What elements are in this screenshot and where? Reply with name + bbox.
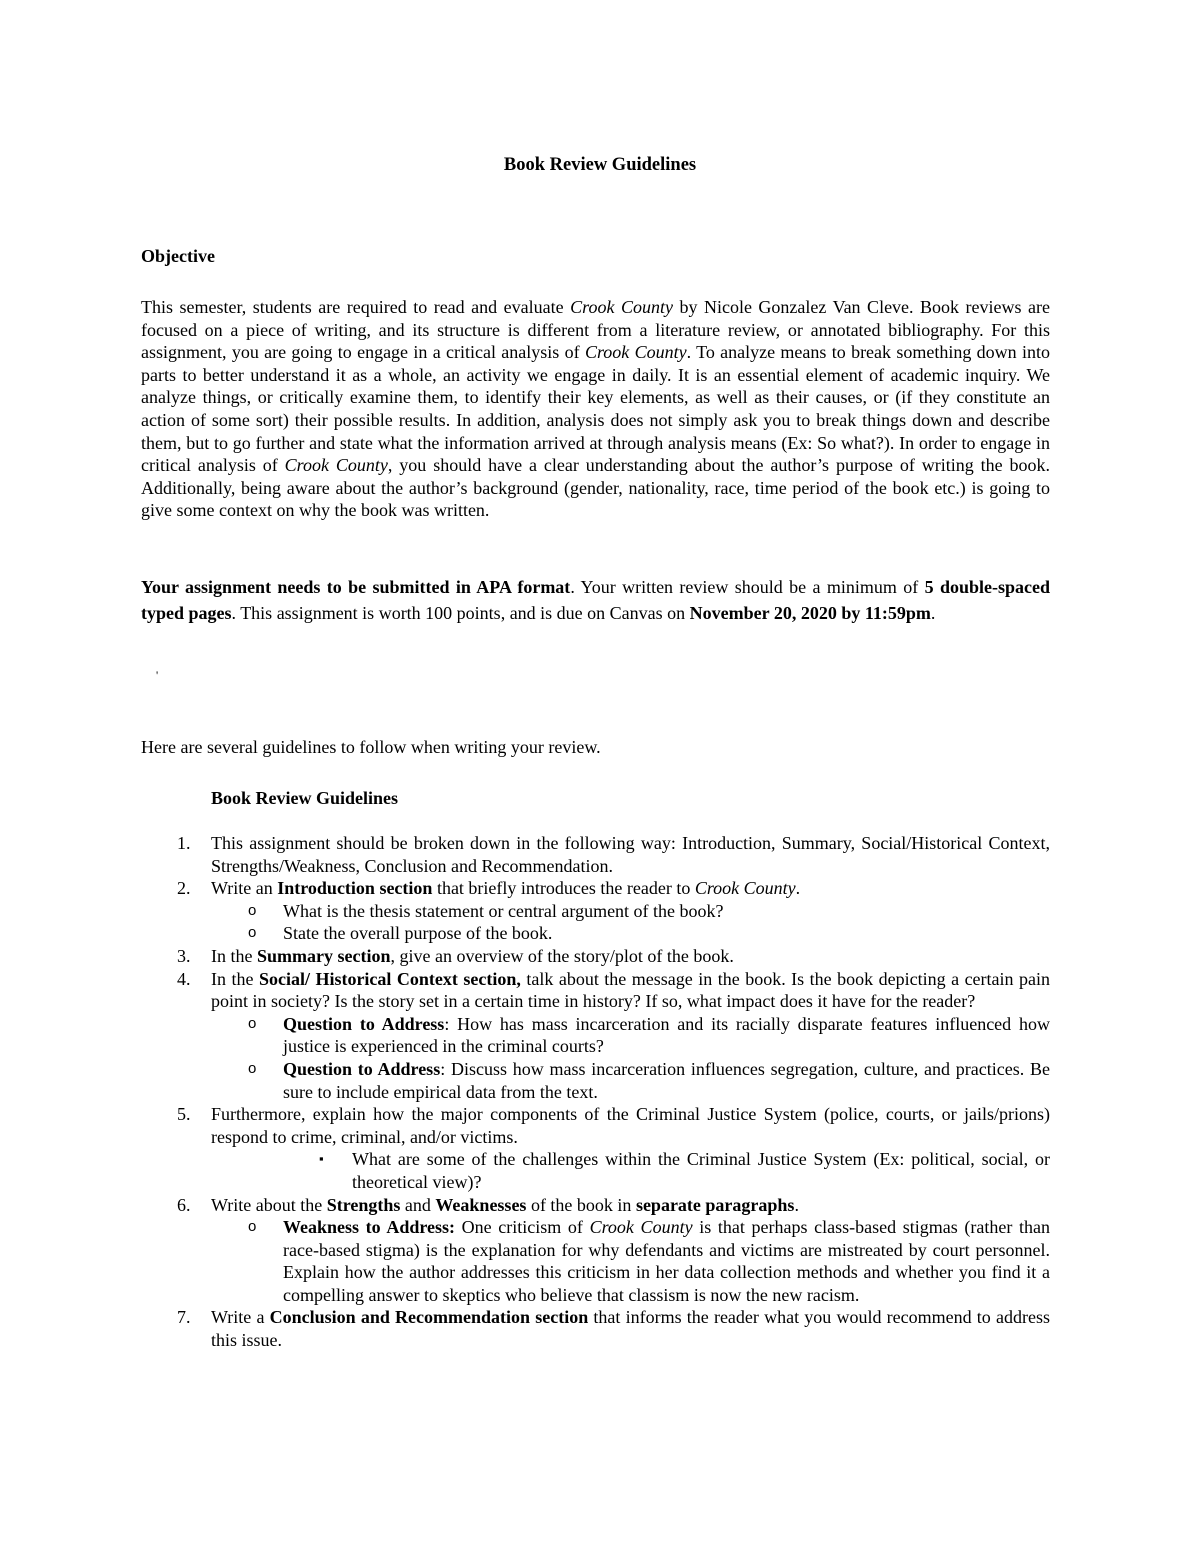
due-date-bold: November 20, 2020 by 11:59pm xyxy=(689,603,931,623)
list-item-text: that informs the reader what you would recommend to address this issue. xyxy=(211,1307,1050,1351)
list-item-bold: Introduction section xyxy=(277,878,433,899)
list-item-text: In the xyxy=(211,945,257,966)
list-item-text: This assignment should be broken down in the following way: Introduction, Summary, Social/Historical Context, Strengths/Weakness, Conclusion and Recommendation. xyxy=(211,833,1050,876)
book-title-italic: Crook County xyxy=(584,342,687,363)
list-number: 4. xyxy=(177,968,191,989)
objective-heading: Objective xyxy=(141,246,215,266)
list-sub-item-text: What is the thesis statement or central argument of the book? xyxy=(283,900,724,921)
list-item-bold: Weaknesses xyxy=(435,1194,527,1215)
list-item-text: In the xyxy=(211,968,259,989)
objective-text-part1: This semester, students are required to read and evaluate xyxy=(141,297,571,317)
list-sub-sub-item xyxy=(141,1148,1050,1193)
list-sub-item-text: : How has mass incarceration and its racially disparate features influenced how justice is experienced in the criminal courts? xyxy=(283,1013,1050,1057)
list-item-text: Write about the xyxy=(211,1194,327,1215)
objective-paragraph xyxy=(141,296,1050,522)
list-item-text: . xyxy=(794,1194,799,1215)
list-sub-item-text: What are some of the challenges within the Criminal Justice System (Ex: political, social, or theoretical view)? xyxy=(352,1149,1050,1192)
book-title-italic: Crook County xyxy=(570,297,673,317)
list-item-text: Furthermore, explain how the major components of the Criminal Justice System (police, courts, or jails/prions) respond to crime, criminal, and/or victims. xyxy=(211,1104,1050,1147)
list-item xyxy=(141,1103,1050,1148)
list-sub-item-bold: Question to Address xyxy=(283,1013,445,1034)
list-item-text: of the book in xyxy=(526,1194,636,1215)
book-title-italic: Crook County xyxy=(284,455,388,476)
list-item xyxy=(141,945,1050,968)
list-item-text: . xyxy=(795,878,801,899)
list-item-bold: separate paragraphs xyxy=(635,1194,795,1215)
list-number: 1. xyxy=(177,833,191,853)
list-sub-item xyxy=(141,900,1050,923)
bullet-marker: o xyxy=(248,901,257,919)
list-sub-item-bold: Question to Address xyxy=(283,1058,441,1079)
list-number: 7. xyxy=(177,1307,191,1328)
list-sub-item xyxy=(141,1058,1050,1103)
requirements-text1: . Your written review should be a minimum of xyxy=(570,577,925,597)
list-item xyxy=(141,1306,1050,1351)
list-sub-item-bold: Weakness to Address: xyxy=(283,1217,455,1238)
apa-format-bold: Your assignment needs to be submitted in APA format xyxy=(141,577,571,597)
document-title: Book Review Guidelines xyxy=(503,155,697,175)
list-sub-item xyxy=(141,1013,1050,1058)
guidelines-intro: Here are several guidelines to follow when writing your review. xyxy=(141,737,601,757)
page-count-bold: 5 double-spaced typed pages xyxy=(141,577,1050,623)
list-number: 3. xyxy=(177,945,191,966)
list-sub-item-text: : Discuss how mass incarceration influences segregation, culture, and practices. Be sure to include empirical data from the text. xyxy=(283,1058,1050,1102)
list-sub-item xyxy=(141,1216,1050,1306)
bullet-marker: o xyxy=(248,1218,257,1236)
list-item-bold: Conclusion and Recommendation section xyxy=(269,1307,589,1328)
list-item xyxy=(141,968,1050,1013)
bullet-marker: o xyxy=(248,1059,257,1077)
list-item-bold: Strengths xyxy=(326,1194,401,1215)
requirements-paragraph xyxy=(141,574,1050,626)
objective-text-part3: . To analyze means to break something down into parts to better understand it as a whole, an activity we engage in daily. It is an essential element of academic inquiry. We analyze things, or critically examine them, to identify their key elements, as well as their causes, or (if they constitute an action of some sort) their possible results. In addition, analysis does not simply ask you to break things down and describe them, but to go further and state what the information arrived at through analysis means (Ex: So what?). In order to engage in critical analysis of xyxy=(141,342,1051,476)
stray-mark: ' xyxy=(156,668,159,682)
objective-text-part4: , you should have a clear understanding about the author’s purpose of writing the book. Additionally, being aware about the author’s background (gender, nationality, race, time period of the book etc.) is going to give some context on why the book was written. xyxy=(141,455,1051,521)
book-title-italic: Crook County xyxy=(694,878,796,899)
guidelines-heading: Book Review Guidelines xyxy=(211,788,399,808)
bullet-marker: o xyxy=(248,924,257,942)
requirements-text3: . xyxy=(930,603,936,623)
list-number: 6. xyxy=(177,1194,191,1215)
objective-text-part2: by Nicole Gonzalez Van Cleve. Book reviews are focused on a piece of writing, and its structure is different from a literature review, or annotated bibliography. For this assignment, you are going to engage in a critical analysis of xyxy=(141,297,1050,363)
bullet-marker: o xyxy=(248,1014,257,1032)
list-item xyxy=(141,877,1050,900)
list-item-text: Write an xyxy=(211,878,278,899)
book-title-italic: Crook County xyxy=(589,1217,693,1238)
list-number: 5. xyxy=(177,1104,191,1125)
list-sub-item-text: One criticism of xyxy=(455,1217,590,1238)
list-item-text: Write a xyxy=(211,1307,270,1328)
list-item-text: that briefly introduces the reader to xyxy=(432,878,695,899)
list-item-text: talk about the message in the book. Is the book depicting a certain pain point in society? Is the story set in a certain time in history? If so, what impact does it have for the reader? xyxy=(211,968,1051,1012)
list-sub-item-text: is that perhaps class-based stigmas (rather than race-based stigma) is the explanation for why defendants and victims are mistreated by court personnel. Explain how the author addresses this criticism in her data collection methods and whether you find it a compelling answer to skeptics who believe that classism is now the new racism. xyxy=(283,1217,1051,1305)
list-sub-item-text: State the overall purpose of the book. xyxy=(283,923,553,944)
list-number: 2. xyxy=(177,878,191,899)
guidelines-list xyxy=(141,832,1050,1352)
list-item-bold: Summary section xyxy=(256,945,391,966)
list-sub-item xyxy=(141,922,1050,945)
list-item-bold: Social/ Historical Context section, xyxy=(258,968,521,989)
square-bullet-marker: ▪ xyxy=(319,1151,324,1167)
list-item xyxy=(141,1194,1050,1217)
list-item-text: and xyxy=(400,1194,436,1215)
list-item xyxy=(141,832,1050,877)
requirements-text2: . This assignment is worth 100 points, and is due on Canvas on xyxy=(231,603,690,623)
list-item-text: , give an overview of the story/plot of the book. xyxy=(390,945,734,966)
